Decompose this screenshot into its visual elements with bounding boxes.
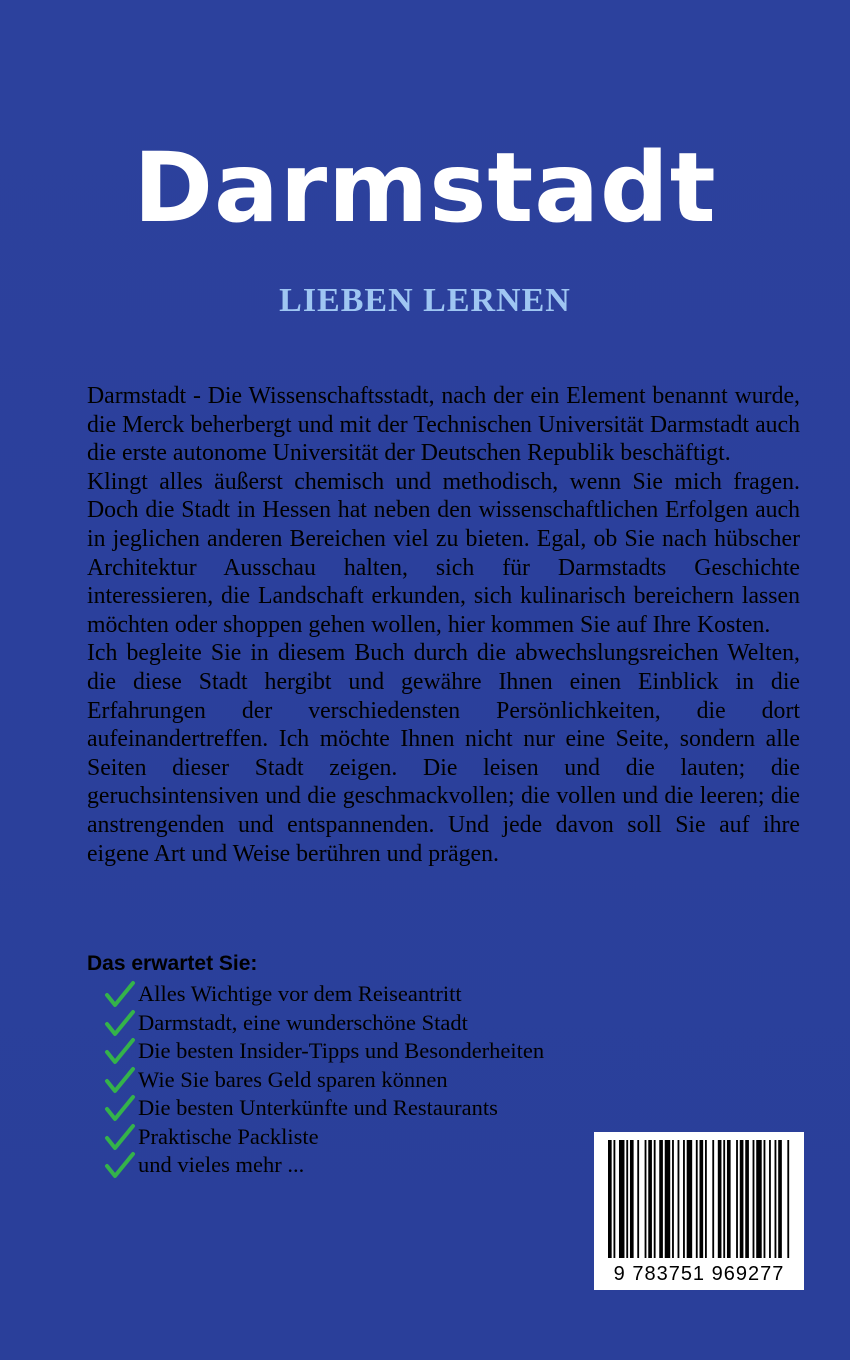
isbn-number: 9 783751 969277 — [613, 1263, 785, 1285]
feature-list — [104, 980, 544, 1180]
barcode-bar — [608, 1140, 612, 1258]
barcode-bar — [736, 1140, 738, 1258]
blurb — [87, 382, 800, 868]
list-item — [104, 1094, 544, 1123]
barcode-bar — [645, 1140, 647, 1258]
list-item — [104, 980, 544, 1009]
barcode-bars — [608, 1140, 791, 1258]
barcode-bar — [648, 1140, 652, 1258]
barcode-bar — [727, 1140, 731, 1258]
blurb-paragraph: Klingt alles äußerst chemisch und methodisch, wenn Sie mich fragen. Doch die Stadt in Hessen hat neben den wissenschaftlichen Erfolgen auch in jeglichen anderen Bereichen viel zu bieten. Egal, ob Sie nach hübscher Architektur Ausschau halten, sich für Darmstadts Geschichte interessieren, die Landschaft erkunden, sich kulinarisch bereichern lassen möchten oder shoppen gehen wollen, hier kommen Sie auf Ihre Kosten. — [87, 468, 800, 638]
barcode-bar — [723, 1140, 725, 1258]
barcode-bar — [626, 1140, 628, 1258]
barcode-bar — [613, 1140, 615, 1258]
book-title: Darmstadt — [133, 132, 717, 244]
barcode-bar — [654, 1140, 656, 1258]
isbn-barcode — [594, 1132, 804, 1290]
barcode-bar — [683, 1140, 685, 1258]
barcode-bar — [672, 1140, 674, 1258]
list-item-label: Die besten Insider-Tipps und Besonderheiten — [138, 1038, 545, 1064]
barcode-bar — [740, 1140, 744, 1258]
barcode-bar — [712, 1140, 714, 1258]
barcode-bar — [619, 1140, 624, 1258]
barcode-bar — [659, 1140, 663, 1258]
list-item — [104, 1037, 544, 1066]
blurb-paragraph: Ich begleite Sie in diesem Buch durch die abwechslungsreichen Welten, die diese Stadt hergibt und gewähre Ihnen einen Einblick in die Erfahrungen der verschiedensten Persönlichkeiten, die dort aufeinandertreffen. Ich möchte Ihnen nicht nur eine Seite, sondern alle Seiten dieser Stadt zeigen. Die leisen und die lauten; die geruchsintensiven und die geschmackvollen; die vollen und die leeren; die anstrengenden und entspannenden. Und jede davon soll Sie auf ihre eigene Art und Weise berühren und prägen. — [87, 640, 800, 867]
list-item-label: Wie Sie bares Geld sparen können — [138, 1066, 448, 1092]
barcode-bar — [700, 1140, 704, 1258]
checkmark-icon — [104, 1094, 136, 1122]
checkmark-icon — [104, 1037, 136, 1065]
checkmark-icon — [104, 1151, 136, 1179]
barcode-bar — [756, 1140, 761, 1258]
barcode-bar — [630, 1140, 634, 1258]
list-item-label: Die besten Unterkünfte und Restaurants — [138, 1095, 498, 1121]
barcode-bar — [753, 1140, 755, 1258]
barcode-bar — [787, 1140, 789, 1258]
checkmark-icon — [104, 1066, 136, 1094]
barcode-bar — [769, 1140, 771, 1258]
feature-list-heading: Das erwartet Sie: — [87, 952, 258, 975]
checkmark-icon — [104, 1123, 136, 1151]
barcode-bar — [665, 1140, 670, 1258]
list-item-label: und vieles mehr ... — [138, 1152, 305, 1178]
barcode-bar — [718, 1140, 722, 1258]
list-item — [104, 1066, 544, 1095]
barcode-bar — [687, 1140, 692, 1258]
checkmark-icon — [104, 1009, 136, 1037]
blurb-paragraph: Darmstadt - Die Wissenschaftsstadt, nach der ein Element benannt wurde, die Merck beherbergt und mit der Technischen Universität Darmstadt auch die erste autonome Universität der Deutschen Republik beschäftigt. — [87, 383, 800, 467]
barcode-bar — [678, 1140, 680, 1258]
barcode-bar — [705, 1140, 707, 1258]
barcode-bar — [775, 1140, 777, 1258]
list-item-label: Darmstadt, eine wunderschöne Stadt — [138, 1009, 468, 1035]
list-item — [104, 1009, 544, 1038]
barcode-bar — [764, 1140, 766, 1258]
list-item — [104, 1151, 544, 1180]
barcode-bar — [637, 1140, 639, 1258]
barcode-bar — [696, 1140, 698, 1258]
barcode-bar — [745, 1140, 749, 1258]
checkmark-icon — [104, 980, 136, 1008]
list-item-label: Praktische Packliste — [138, 1123, 319, 1149]
list-item-label: Alles Wichtige vor dem Reiseantritt — [138, 981, 462, 1007]
list-item — [104, 1123, 544, 1152]
barcode-bar — [778, 1140, 782, 1258]
book-subtitle: LIEBEN LERNEN — [279, 282, 571, 319]
